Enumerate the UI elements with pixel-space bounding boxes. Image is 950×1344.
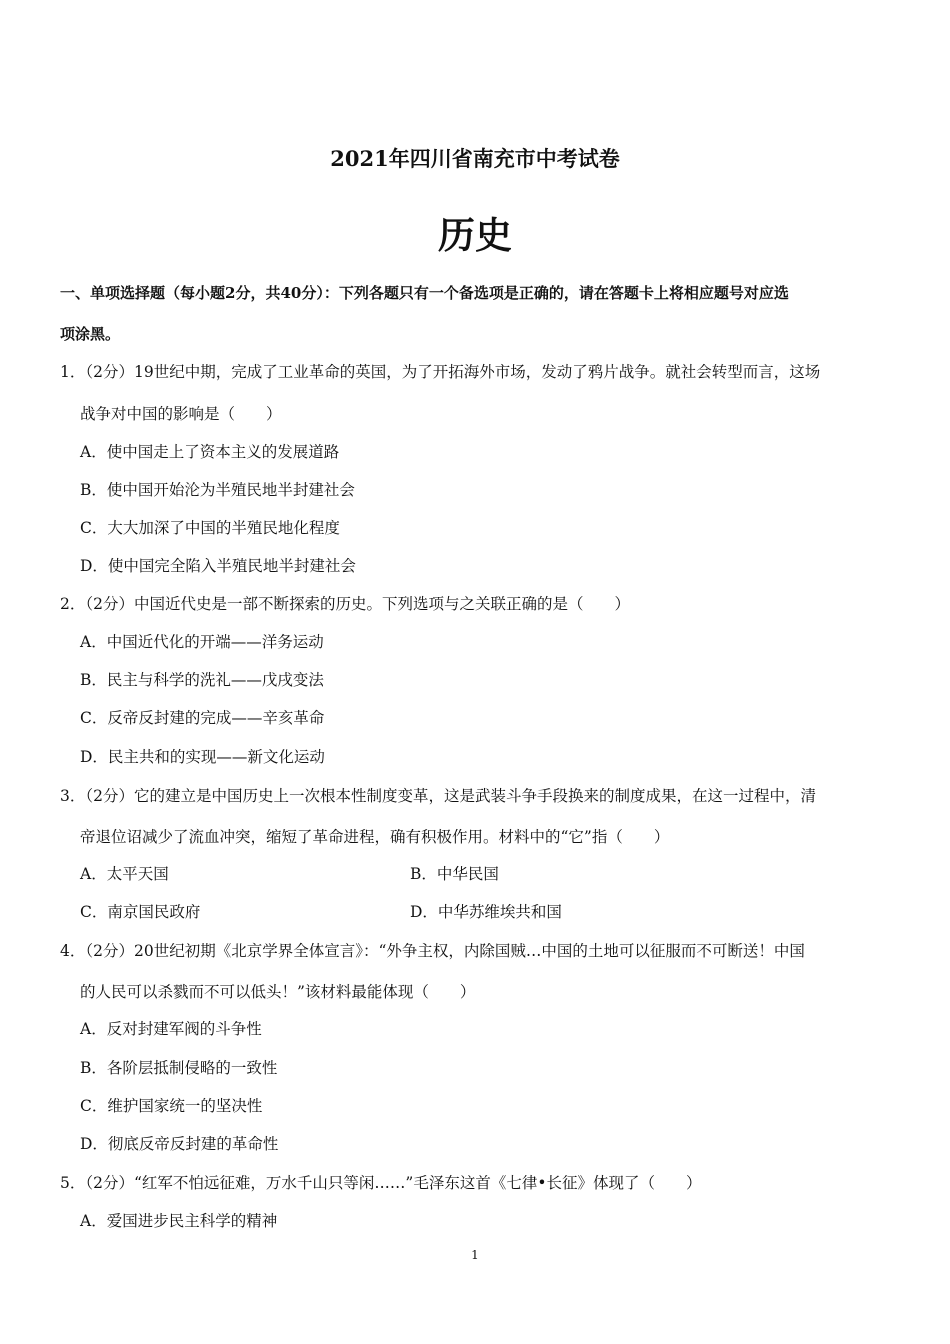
question-1-option-a: A．使中国走上了资本主义的发展道路 <box>80 443 340 461</box>
question-4-stem: 4．（2分）20世纪初期《北京学界全体宣言》：“外争主权，内除国贼…中国的土地可以征服而不可断送！中国 <box>60 942 805 960</box>
question-4-option-b: B．各阶层抵制侵略的一致性 <box>80 1059 278 1077</box>
question-2-stem: 2．（2分）中国近代史是一部不断探索的历史。下列选项与之关联正确的是（ ） <box>60 595 630 613</box>
question-2-option-c: C．反帝反封建的完成——辛亥革命 <box>80 709 325 727</box>
question-5-stem: 5．（2分）“红军不怕远征难，万水千山只等闲……”毛泽东这首《七律•长征》体现了（ ） <box>60 1174 702 1192</box>
question-3-option-a: A．太平天国 <box>80 865 169 883</box>
question-1-stem: 1．（2分）19世纪中期，完成了工业革命的英国，为了开拓海外市场，发动了鸦片战争。就社会转型而言，这场 <box>60 363 821 381</box>
question-3-stem-cont: 帝退位诏减少了流血冲突，缩短了革命进程，确有积极作用。材料中的“它”指（ ） <box>80 828 670 846</box>
question-4-stem-cont: 的人民可以杀戮而不可以低头！”该材料最能体现（ ） <box>80 983 476 1001</box>
question-5-option-a: A．爱国进步民主科学的精神 <box>80 1212 278 1230</box>
question-2-option-d: D．民主共和的实现——新文化运动 <box>80 748 325 766</box>
question-3-stem: 3．（2分）它的建立是中国历史上一次根本性制度变革，这是武装斗争手段换来的制度成果，在这一过程中，清 <box>60 787 816 805</box>
question-4-option-c: C．维护国家统一的坚决性 <box>80 1097 263 1115</box>
question-1-stem-cont: 战争对中国的影响是（ ） <box>80 405 282 423</box>
question-1-option-b: B．使中国开始沦为半殖民地半封建社会 <box>80 481 355 499</box>
subject-heading: 历史 <box>438 213 512 257</box>
question-4-option-a: A．反对封建军阀的斗争性 <box>80 1020 262 1038</box>
section-instruction-line1: 一、单项选择题（每小题2分，共40分）：下列各题只有一个备选项是正确的，请在答题卡上将相应题号对应选 <box>60 284 789 302</box>
question-1-option-d: D．使中国完全陷入半殖民地半封建社会 <box>80 557 356 575</box>
question-3-option-d: D．中华苏维埃共和国 <box>410 903 562 921</box>
question-4-option-d: D．彻底反帝反封建的革命性 <box>80 1135 279 1153</box>
question-2-option-b: B．民主与科学的洗礼——戊戌变法 <box>80 671 324 689</box>
question-2-option-a: A．中国近代化的开端——洋务运动 <box>80 633 324 651</box>
question-3-option-b: B．中华民国 <box>410 865 499 883</box>
question-1-option-c: C．大大加深了中国的半殖民地化程度 <box>80 519 340 537</box>
section-instruction-line2: 项涂黑。 <box>60 325 121 343</box>
question-3-option-c: C．南京国民政府 <box>80 903 201 921</box>
page-number: 1 <box>471 1248 479 1262</box>
exam-title: 2021年四川省南充市中考试卷 <box>330 146 620 171</box>
